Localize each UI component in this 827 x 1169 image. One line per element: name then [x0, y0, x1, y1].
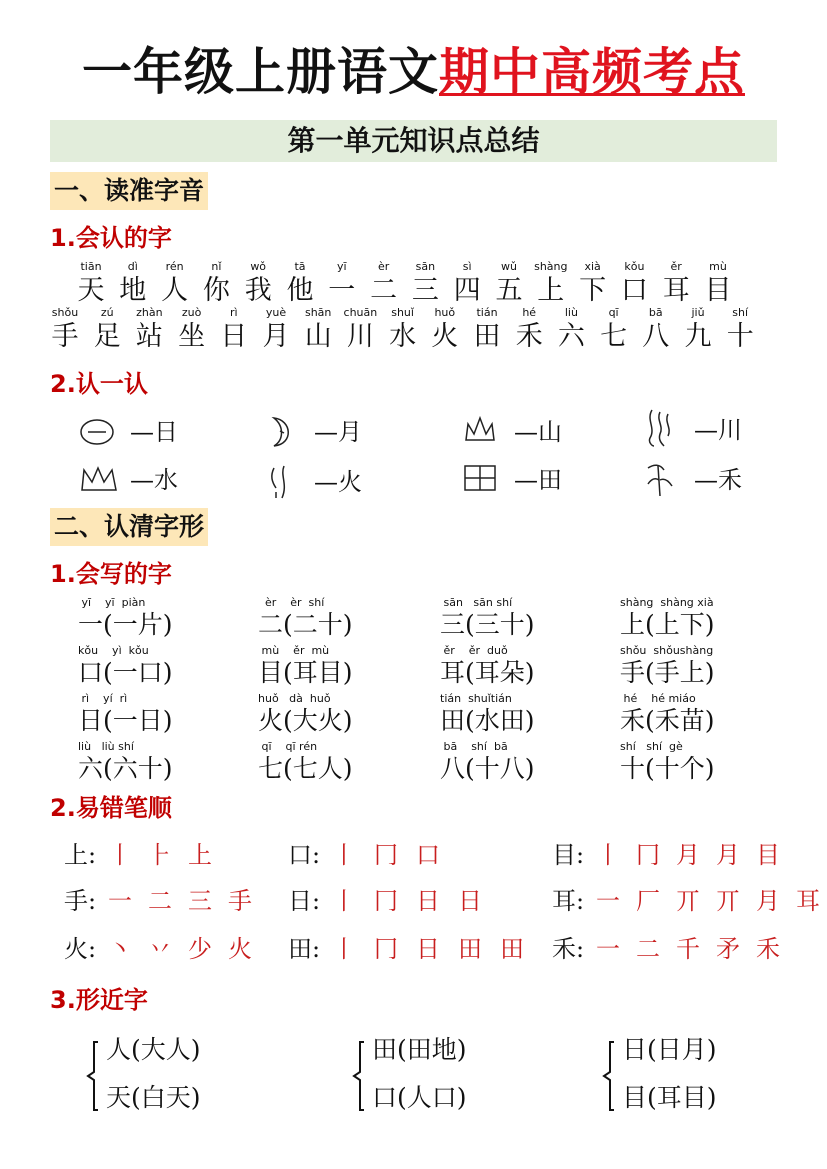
hanzi: 十	[726, 321, 754, 352]
pinyin: sì	[462, 260, 472, 273]
word-pinyin: liù liù shí	[78, 740, 134, 753]
stroke-step	[374, 930, 398, 968]
subheading-similar-chars: 3.形近字	[50, 986, 148, 1014]
word-pinyin: shǒu shǒushàng	[620, 644, 714, 657]
word-pinyin: kǒu yì kǒu	[78, 644, 149, 657]
hanzi: 火	[431, 321, 459, 352]
word-entry	[78, 644, 248, 692]
char-cell	[154, 260, 196, 308]
stroke-order-entry	[288, 834, 528, 876]
word-text: 七(七人)	[258, 754, 353, 783]
pinyin: kǒu	[624, 260, 645, 273]
stroke-order-entry	[64, 880, 304, 922]
hanzi: 九	[684, 321, 712, 352]
stroke-step-glyph: 田	[500, 935, 524, 963]
word-pinyin: qī qī rén	[258, 740, 318, 753]
pinyin: tián	[476, 306, 498, 319]
stroke-step	[596, 836, 620, 874]
stroke-step-glyph: 丌	[676, 887, 700, 915]
brace-icon	[350, 1038, 370, 1114]
similar-char-pair	[350, 1032, 550, 1132]
stroke-step-glyph: 一	[108, 887, 132, 915]
hanzi: 七	[600, 321, 628, 352]
stroke-step	[458, 930, 482, 968]
word-text: 手(手上)	[620, 658, 715, 687]
recognize-item	[262, 462, 422, 504]
word-entry	[258, 644, 428, 692]
stroke-step	[416, 836, 440, 874]
pinyin: ěr	[670, 260, 682, 273]
stroke-step	[332, 930, 356, 968]
word-pinyin: mù ěr mù	[258, 644, 330, 657]
hanzi: 口	[620, 275, 648, 306]
stroke-step	[188, 836, 212, 874]
stroke-step-glyph: 上	[188, 841, 212, 869]
stroke-step-glyph: 禾	[756, 935, 780, 963]
char-cell	[508, 306, 550, 354]
stroke-step-glyph: 丨	[332, 935, 356, 963]
char-cell	[677, 306, 719, 354]
recognize-label: —川	[694, 416, 742, 444]
hanzi: 二	[370, 275, 398, 306]
stroke-step	[374, 882, 398, 920]
stroke-step-glyph: 三	[188, 887, 212, 915]
pinyin: shān	[304, 306, 332, 319]
river-pictograph-icon	[642, 406, 682, 450]
pinyin: wǒ	[250, 260, 267, 273]
char-cell	[697, 260, 739, 308]
pinyin: sān	[415, 260, 436, 273]
stroke-step	[108, 882, 132, 920]
pinyin: zhàn	[136, 306, 163, 319]
subheading-stroke-order: 2.易错笔顺	[50, 794, 172, 822]
char-cell	[70, 260, 112, 308]
recognize-item	[462, 462, 622, 498]
word-entry	[440, 692, 610, 740]
fire-pictograph-icon	[262, 462, 302, 504]
stroke-step-glyph: 月	[676, 841, 700, 869]
pinyin: xià	[584, 260, 601, 273]
stroke-char-label: 手:	[64, 887, 97, 915]
char-cell	[255, 306, 297, 354]
stroke-step	[374, 836, 398, 874]
pinyin: qī	[608, 306, 619, 319]
stroke-step-glyph: 田	[458, 935, 482, 963]
subheading-recognize-chars: 1.会认的字	[50, 224, 172, 252]
stroke-step	[756, 930, 780, 968]
similar-char-pair	[600, 1032, 800, 1132]
stroke-step-glyph: 冂	[374, 841, 398, 869]
char-cell	[279, 260, 321, 308]
word-pinyin: hé hé miáo	[620, 692, 696, 705]
stroke-step-glyph: 二	[148, 887, 172, 915]
hanzi: 月	[262, 321, 290, 352]
char-cell	[488, 260, 530, 308]
stroke-step	[500, 930, 524, 968]
title-red-part: 期中高频考点	[439, 43, 745, 101]
pinyin: shí	[732, 306, 749, 319]
recognize-label: —月	[314, 418, 362, 446]
stroke-step-glyph: 少	[188, 935, 212, 963]
word-entry	[78, 596, 248, 644]
subheading-write-chars: 1.会写的字	[50, 560, 172, 588]
stroke-step-glyph: 冂	[636, 841, 660, 869]
pinyin: tiān	[80, 260, 102, 273]
word-entry	[440, 596, 610, 644]
page-title	[0, 40, 827, 104]
stroke-step	[332, 882, 356, 920]
word-pinyin: sān sān shí	[440, 596, 513, 609]
stroke-step	[148, 930, 172, 968]
char-cell	[363, 260, 405, 308]
similar-char-a: 日(日月)	[622, 1035, 717, 1064]
char-cell	[112, 260, 154, 308]
pinyin: hé	[522, 306, 537, 319]
stroke-order-entry	[552, 880, 820, 922]
water-pictograph-icon	[78, 462, 122, 498]
recognize-item	[642, 406, 802, 450]
hanzi: 禾	[515, 321, 543, 352]
unit-banner: 第一单元知识点总结	[50, 120, 777, 162]
stroke-step	[108, 930, 132, 968]
similar-char-b: 目(耳目)	[622, 1083, 717, 1112]
stroke-step-glyph: 冂	[374, 887, 398, 915]
word-text: 田(水田)	[440, 706, 535, 735]
word-entry	[440, 644, 610, 692]
word-pinyin: rì yí rì	[78, 692, 128, 705]
stroke-step	[636, 882, 660, 920]
stroke-step	[716, 882, 740, 920]
pinyin: shàng	[534, 260, 568, 273]
word-text: 禾(禾苗)	[620, 706, 715, 735]
similar-char-a: 田(田地)	[372, 1035, 467, 1064]
stroke-step	[676, 882, 700, 920]
stroke-step-glyph: 丶	[108, 935, 132, 963]
stroke-char-label: 上:	[64, 841, 97, 869]
hanzi: 你	[202, 275, 230, 306]
hanzi: 田	[473, 321, 501, 352]
stroke-step	[596, 882, 620, 920]
stroke-char-label: 火:	[64, 935, 97, 963]
char-cell	[237, 260, 279, 308]
hanzi: 日	[220, 321, 248, 352]
char-cell	[550, 306, 592, 354]
title-black-part: 一年级上册语文	[82, 43, 439, 101]
hanzi: 三	[411, 275, 439, 306]
word-text: 上(上下)	[620, 610, 715, 639]
subheading-identify: 2.认一认	[50, 370, 148, 398]
pinyin: chuān	[343, 306, 378, 319]
recognize-item	[462, 414, 622, 450]
stroke-step-glyph: 丨	[596, 841, 620, 869]
hanzi: 足	[93, 321, 121, 352]
hanzi: 山	[304, 321, 332, 352]
hanzi: 下	[579, 275, 607, 306]
stroke-step-glyph: 日	[416, 887, 440, 915]
pinyin: rén	[165, 260, 184, 273]
hanzi: 六	[557, 321, 585, 352]
word-entry	[78, 692, 248, 740]
char-cell	[44, 306, 86, 354]
hanzi: 上	[537, 275, 565, 306]
stroke-step	[676, 930, 700, 968]
stroke-step-glyph: 一	[596, 887, 620, 915]
stroke-step-glyph: 矛	[716, 935, 740, 963]
char-cell	[466, 306, 508, 354]
pinyin: tā	[294, 260, 306, 273]
stroke-step-glyph: 口	[416, 841, 440, 869]
stroke-step	[188, 930, 212, 968]
recognize-label: —禾	[694, 466, 742, 494]
pinyin: èr	[377, 260, 390, 273]
char-cell	[86, 306, 128, 354]
pinyin: nǐ	[211, 260, 222, 273]
stroke-step-glyph: 日	[458, 887, 482, 915]
hanzi: 我	[244, 275, 272, 306]
word-text: 一(一片)	[78, 610, 173, 639]
stroke-step-glyph: 丨	[332, 887, 356, 915]
hanzi: 水	[389, 321, 417, 352]
stroke-step-glyph: 丷	[148, 935, 172, 963]
stroke-step-glyph: 二	[636, 935, 660, 963]
word-entry	[620, 596, 790, 644]
mountain-pictograph-icon	[462, 414, 502, 450]
brace-icon	[84, 1038, 104, 1114]
hanzi: 四	[453, 275, 481, 306]
stroke-step	[716, 930, 740, 968]
stroke-char-label: 口:	[288, 841, 321, 869]
stroke-step-glyph: 千	[676, 935, 700, 963]
word-text: 八(十八)	[440, 754, 535, 783]
stroke-char-label: 禾:	[552, 935, 585, 963]
word-entry	[78, 740, 248, 788]
word-text: 十(十个)	[620, 754, 715, 783]
word-text: 日(一日)	[78, 706, 173, 735]
hanzi: 川	[346, 321, 374, 352]
stroke-step	[636, 930, 660, 968]
stroke-step	[756, 836, 780, 874]
pinyin: zuò	[181, 306, 202, 319]
pinyin: yī	[337, 260, 347, 273]
word-pinyin: èr èr shí	[258, 596, 325, 609]
stroke-step	[188, 882, 212, 920]
stroke-step	[676, 836, 700, 874]
stroke-order-entry	[288, 928, 528, 970]
stroke-step-glyph: 目	[756, 841, 780, 869]
stroke-step	[108, 836, 132, 874]
hanzi: 天	[77, 275, 105, 306]
stroke-order-entry	[288, 880, 528, 922]
word-entry	[258, 596, 428, 644]
stroke-step	[716, 836, 740, 874]
stroke-step-glyph: 厂	[636, 887, 660, 915]
stroke-step	[416, 930, 440, 968]
grain-pictograph-icon	[642, 460, 682, 500]
word-entry	[258, 740, 428, 788]
hanzi: 站	[135, 321, 163, 352]
word-text: 二(二十)	[258, 610, 353, 639]
recognize-item	[642, 460, 802, 500]
stroke-step	[796, 882, 820, 920]
section-heading-pronunciation: 一、读准字音	[50, 172, 208, 210]
moon-pictograph-icon	[262, 414, 302, 450]
stroke-step	[636, 836, 660, 874]
stroke-step-glyph: 丨	[332, 841, 356, 869]
stroke-step-glyph: 一	[596, 935, 620, 963]
recognize-label: —日	[130, 418, 178, 446]
similar-char-a: 人(大人)	[106, 1035, 201, 1064]
pinyin: jiǔ	[691, 306, 705, 319]
stroke-step	[228, 882, 252, 920]
pinyin: mù	[709, 260, 727, 273]
recognize-item	[78, 462, 238, 498]
char-cell	[128, 306, 170, 354]
char-cell	[719, 306, 761, 354]
similar-char-b: 口(人口)	[372, 1083, 467, 1112]
word-text: 目(耳目)	[258, 658, 353, 687]
hanzi: 地	[119, 275, 147, 306]
hanzi: 目	[704, 275, 732, 306]
char-cell	[404, 260, 446, 308]
field-pictograph-icon	[462, 462, 502, 498]
pinyin: dì	[127, 260, 138, 273]
stroke-step	[416, 882, 440, 920]
pinyin: yuè	[265, 306, 287, 319]
hanzi: 八	[642, 321, 670, 352]
stroke-step-glyph: 火	[228, 935, 252, 963]
stroke-char-label: 日:	[288, 887, 321, 915]
word-pinyin: shàng shàng xià	[620, 596, 714, 609]
hanzi: 坐	[178, 321, 206, 352]
char-cell	[530, 260, 572, 308]
stroke-step-glyph: 丌	[716, 887, 740, 915]
char-cell	[297, 306, 339, 354]
word-entry	[258, 692, 428, 740]
word-pinyin: ěr ěr duǒ	[440, 644, 508, 657]
pinyin: shuǐ	[391, 306, 414, 319]
pinyin: rì	[230, 306, 238, 319]
stroke-step	[228, 930, 252, 968]
pinyin: bā	[648, 306, 663, 319]
hanzi: 五	[495, 275, 523, 306]
recognize-item	[262, 414, 422, 450]
word-pinyin: shí shí gè	[620, 740, 683, 753]
pinyin: huǒ	[434, 306, 456, 319]
hanzi: 耳	[662, 275, 690, 306]
hanzi: 手	[51, 321, 79, 352]
word-entry	[620, 740, 790, 788]
stroke-order-entry	[552, 928, 792, 970]
recognize-item	[78, 414, 238, 450]
stroke-order-entry	[552, 834, 792, 876]
stroke-step	[148, 836, 172, 874]
stroke-step-glyph: 日	[416, 935, 440, 963]
word-entry	[620, 644, 790, 692]
char-cell	[321, 260, 363, 308]
stroke-step-glyph: 手	[228, 887, 252, 915]
stroke-char-label: 耳:	[552, 887, 585, 915]
word-text: 耳(耳朵)	[440, 658, 535, 687]
word-pinyin: yī yī piàn	[78, 596, 146, 609]
stroke-step	[148, 882, 172, 920]
char-cell	[635, 306, 677, 354]
pinyin: liù	[564, 306, 578, 319]
stroke-step-glyph: 月	[756, 887, 780, 915]
word-entry	[440, 740, 610, 788]
stroke-step-glyph: ⺊	[148, 841, 172, 869]
stroke-step-glyph: 耳	[796, 887, 820, 915]
char-cell	[572, 260, 614, 308]
stroke-step-glyph: 月	[716, 841, 740, 869]
word-pinyin: huǒ dà huǒ	[258, 692, 331, 705]
char-cell	[593, 306, 635, 354]
hanzi: 人	[161, 275, 189, 306]
char-cell	[613, 260, 655, 308]
char-cell	[213, 306, 255, 354]
stroke-step	[458, 882, 482, 920]
pinyin: zú	[100, 306, 114, 319]
similar-char-pair	[84, 1032, 284, 1132]
sun-pictograph-icon	[78, 414, 118, 450]
char-cell	[655, 260, 697, 308]
char-cell	[446, 260, 488, 308]
word-pinyin: tián shuǐtián	[440, 692, 512, 705]
similar-char-b: 天(白天)	[106, 1083, 201, 1112]
brace-icon	[600, 1038, 620, 1114]
word-text: 火(大火)	[258, 706, 353, 735]
word-text: 口(一口)	[78, 658, 173, 687]
char-cell	[382, 306, 424, 354]
stroke-step	[332, 836, 356, 874]
recognize-label: —田	[514, 466, 562, 494]
char-cell	[424, 306, 466, 354]
stroke-step-glyph: 冂	[374, 935, 398, 963]
pinyin: shǒu	[51, 306, 79, 319]
stroke-char-label: 田:	[288, 935, 321, 963]
recognize-label: —火	[314, 468, 362, 496]
word-entry	[620, 692, 790, 740]
recognize-chars-row-2	[50, 306, 760, 356]
recognize-chars-row-1	[50, 260, 760, 310]
stroke-step	[756, 882, 780, 920]
char-cell	[171, 306, 213, 354]
word-text: 三(三十)	[440, 610, 535, 639]
char-cell	[195, 260, 237, 308]
pinyin: wǔ	[501, 260, 517, 273]
stroke-order-entry	[64, 928, 304, 970]
stroke-order-entry	[64, 834, 304, 876]
stroke-step	[596, 930, 620, 968]
stroke-step-glyph: 丨	[108, 841, 132, 869]
recognize-label: —水	[130, 466, 178, 494]
stroke-char-label: 目:	[552, 841, 585, 869]
char-cell	[339, 306, 381, 354]
word-pinyin: bā shí bā	[440, 740, 508, 753]
hanzi: 他	[286, 275, 314, 306]
hanzi: 一	[328, 275, 356, 306]
word-text: 六(六十)	[78, 754, 173, 783]
recognize-label: —山	[514, 418, 562, 446]
section-heading-glyph-form: 二、认清字形	[50, 508, 208, 546]
